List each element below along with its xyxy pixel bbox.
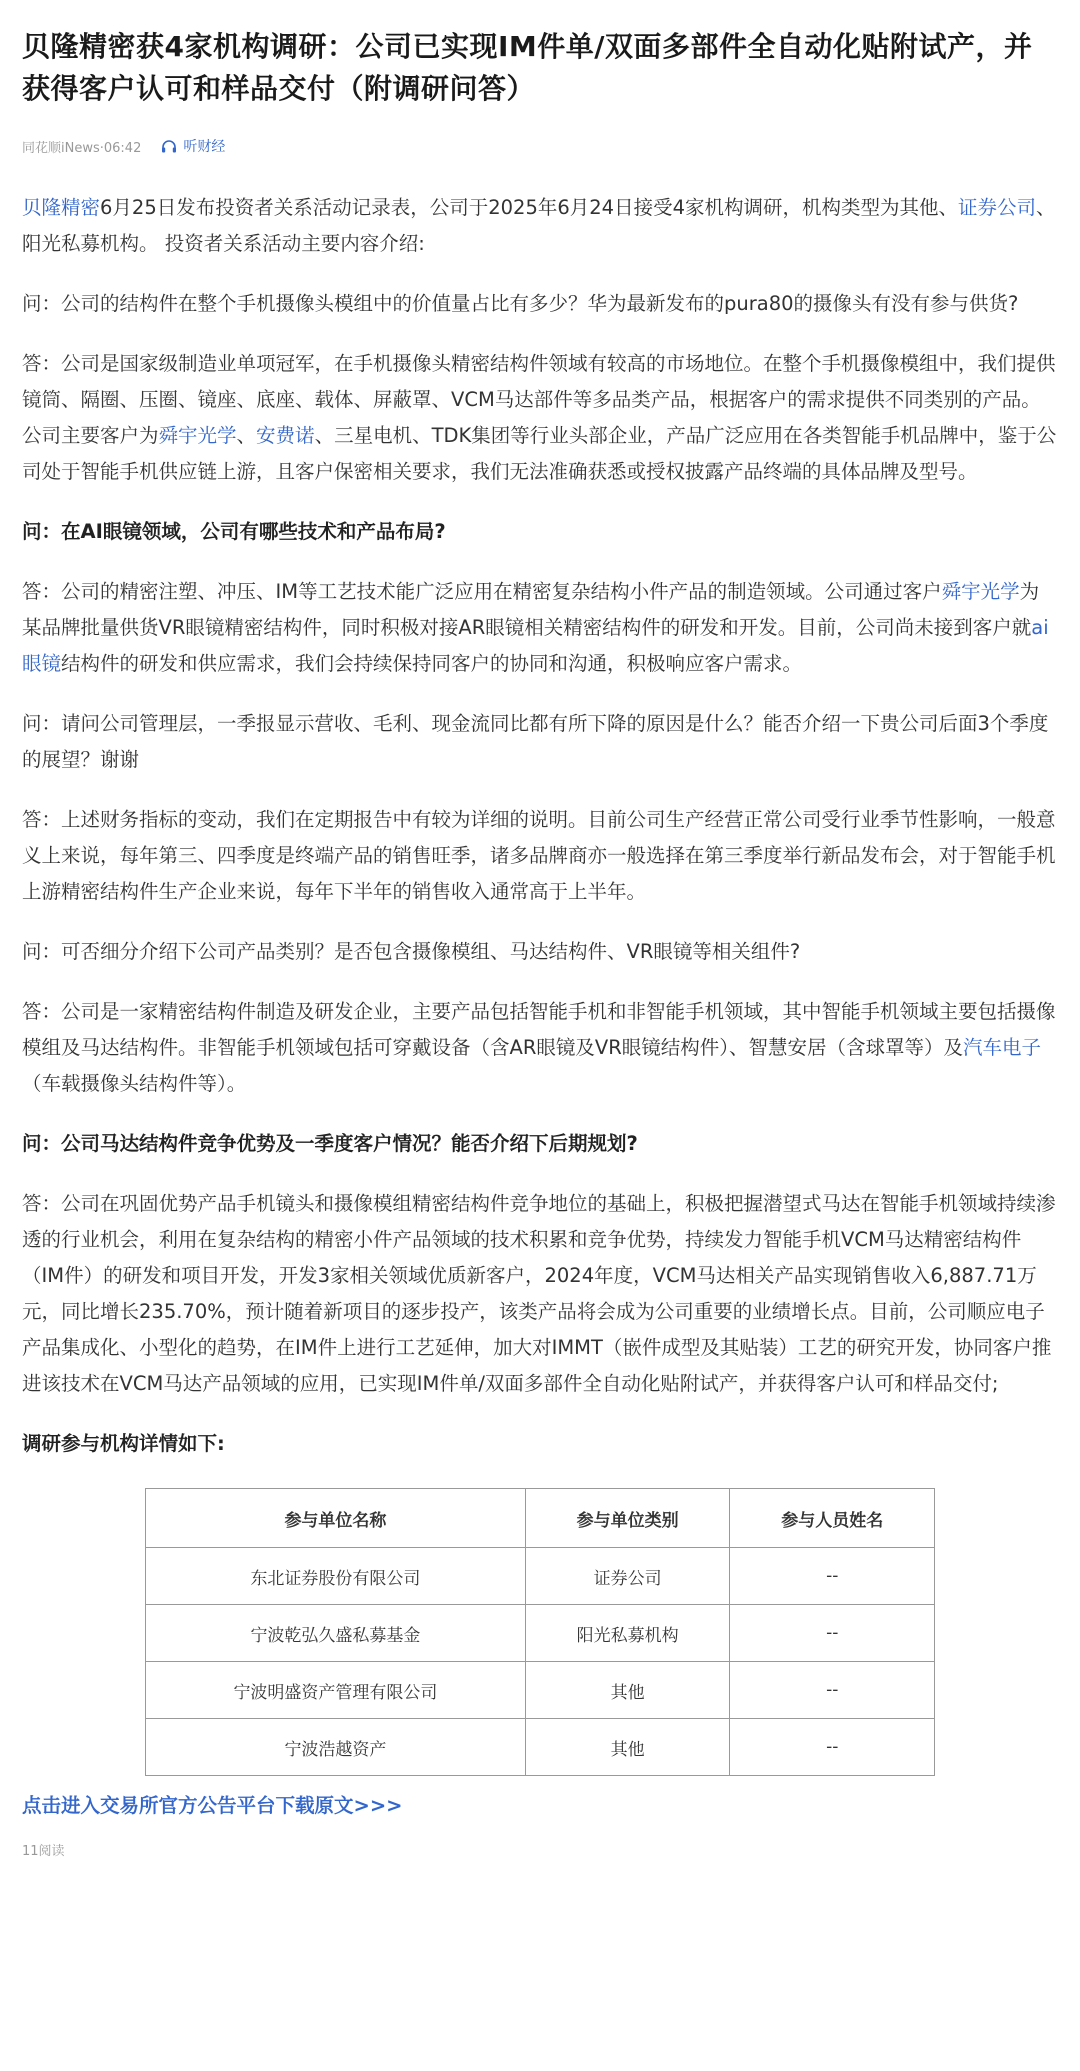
cell-org-name: 宁波乾弘久盛私募基金 [146, 1605, 526, 1662]
cell-participants: -- [730, 1548, 935, 1605]
header-org-name: 参与单位名称 [146, 1489, 526, 1548]
article-title: 贝隆精密获4家机构调研：公司已实现IM件单/双面多部件全自动化贴附试产，并获得客户认可和样品交付（附调研问答） [22, 30, 1033, 105]
answer-2-text-1: 答：公司的精密注塑、冲压、IM等工艺技术能广泛应用在精密复杂结构小件产品的制造领域。公司通过客户 [22, 580, 942, 603]
question-5: 问：公司马达结构件竞争优势及一季度客户情况？能否介绍下后期规划? [22, 1132, 638, 1155]
intro-text-2: 、阳光私募机构。 投资者关系活动主要内容介绍: [22, 196, 1056, 255]
sunny-optical-link-2[interactable]: 舜宇光学 [941, 580, 1020, 603]
question-2: 问：在AI眼镜领域，公司有哪些技术和产品布局? [22, 520, 446, 543]
answer-1 [22, 346, 1058, 490]
company-link[interactable]: 贝隆精密 [22, 196, 101, 219]
answer-4 [22, 994, 1058, 1102]
question-4: 问：可否细分介绍下公司产品类别？是否包含摄像模组、马达结构件、VR眼镜等相关组件? [22, 940, 801, 963]
cell-participants: -- [730, 1662, 935, 1719]
question-1: 问：公司的结构件在整个手机摄像头模组中的价值量占比有多少？华为最新发布的pura80的摄像头有没有参与供货? [22, 292, 1019, 315]
table-row [146, 1662, 935, 1719]
answer-5: 答：公司在巩固优势产品手机镜头和摄像模组精密结构件竞争地位的基础上，积极把握潜望式马达在智能手机领域持续渗透的行业机会，利用在复杂结构的精密小件产品领域的技术积累和竞争优势，持续发力智能手机VCM马达精密结构件（IM件）的研发和项目开发，开发3家相关领域优质新客户，2024年度，VCM马达相关产品实现销售收入6,887.71万元，同比增长235.70%，预计随着新项目的逐步投产，该类产品将会成为公司重要的业绩增长点。目前，公司顺应电子产品集成化、小型化的趋势，在IM件上进行工艺延伸，加大对IMMT（嵌件成型及其贴装）工艺的研究开发，协同客户推进该技术在VCM马达产品领域的应用，已实现IM件单/双面多部件全自动化贴附试产，并获得客户认可和样品交付; [22, 1192, 1056, 1395]
answer-3: 答：上述财务指标的变动，我们在定期报告中有较为详细的说明。目前公司生产经营正常公司受行业季节性影响，一般意义上来说，每年第三、四季度是终端产品的销售旺季，诸多品牌商亦一般选择在第三季度举行新品发布会，对于智能手机上游精密结构件生产企业来说，每年下半年的销售收入通常高于上半年。 [22, 808, 1056, 903]
intro-paragraph [22, 190, 1058, 262]
institution-table [145, 1488, 935, 1776]
cell-participants: -- [730, 1605, 935, 1662]
cell-org-type: 其他 [525, 1719, 730, 1776]
answer-2 [22, 574, 1058, 682]
table-heading: 调研参与机构详情如下: [22, 1432, 225, 1455]
table-row [146, 1719, 935, 1776]
amphenol-link[interactable]: 安费诺 [256, 424, 315, 447]
download-original-link[interactable]: 点击进入交易所官方公告平台下载原文>>> [22, 1794, 403, 1817]
sunny-optical-link[interactable]: 舜宇光学 [158, 424, 237, 447]
listen-button[interactable] [161, 136, 225, 156]
securities-link[interactable]: 证券公司 [958, 196, 1037, 219]
answer-4-text-2: （车载摄像头结构件等）。 [22, 1072, 247, 1095]
listen-label: 听财经 [183, 139, 226, 155]
source-time: 同花顺iNews·06:42 [22, 140, 142, 156]
cell-org-type: 阳光私募机构 [525, 1605, 730, 1662]
read-count: 11阅读 [22, 1844, 65, 1859]
header-org-type: 参与单位类别 [525, 1489, 730, 1548]
cell-org-name: 东北证券股份有限公司 [146, 1548, 526, 1605]
institution-table-wrap [22, 1488, 1058, 1776]
cell-org-type: 其他 [525, 1662, 730, 1719]
auto-electronics-link[interactable]: 汽车电子 [963, 1036, 1042, 1059]
intro-text-1: 6月25日发布投资者关系活动记录表，公司于2025年6月24日接受4家机构调研，机构类型为其他、 [100, 196, 958, 219]
header-participants: 参与人员姓名 [730, 1489, 935, 1548]
cell-org-name: 宁波明盛资产管理有限公司 [146, 1662, 526, 1719]
answer-1-text-2: 、三星电机、TDK集团等行业头部企业，产品广泛应用在各类智能手机品牌中，鉴于公司处于智能手机供应链上游，且客户保密相关要求，我们无法准确获悉或授权披露产品终端的具体品牌及型号。 [22, 424, 1057, 483]
table-header-row [146, 1489, 935, 1548]
table-row [146, 1605, 935, 1662]
question-3: 问：请问公司管理层，一季报显示营收、毛利、现金流同比都有所下降的原因是什么？能否介绍一下贵公司后面3个季度的展望？谢谢 [22, 712, 1049, 771]
headphones-icon [161, 139, 177, 153]
article-meta [22, 136, 1058, 156]
table-row [146, 1548, 935, 1605]
answer-1-text-1: 答：公司是国家级制造业单项冠军，在手机摄像头精密结构件领域有较高的市场地位。在整个手机摄像模组中，我们提供镜筒、隔圈、压圈、镜座、底座、载体、屏蔽罩、VCM马达部件等多品类产品，根据客户的需求提供不同类别的产品。公司主要客户为 [22, 352, 1056, 447]
answer-2-text-2: 为某品牌批量供货VR眼镜精密结构件，同时积极对接AR眼镜相关精密结构件的研发和开发。目前，公司尚未接到客户就 [22, 580, 1040, 639]
cell-org-name: 宁波浩越资产 [146, 1719, 526, 1776]
cell-org-type: 证券公司 [525, 1548, 730, 1605]
answer-2-text-3: 结构件的研发和供应需求，我们会持续保持同客户的协同和沟通，积极响应客户需求。 [61, 652, 803, 675]
cell-participants: -- [730, 1719, 935, 1776]
answer-1-sep: 、 [236, 424, 257, 447]
answer-4-text-1: 答：公司是一家精密结构件制造及研发企业，主要产品包括智能手机和非智能手机领域，其中智能手机领域主要包括摄像模组及马达结构件。非智能手机领域包括可穿戴设备（含AR眼镜及VR眼镜结构件）、智慧安居（含球罩等）及 [22, 1000, 1056, 1059]
ai-glasses-link[interactable]: ai眼镜 [22, 616, 1049, 675]
